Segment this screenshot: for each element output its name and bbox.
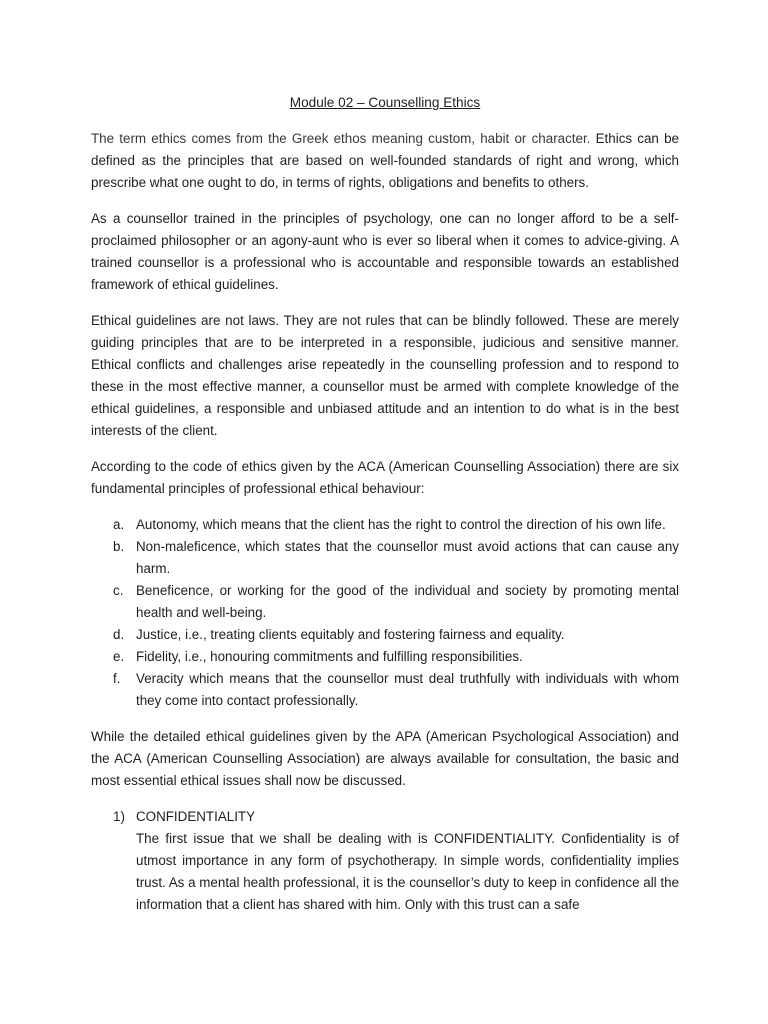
intro-lead-text: The term ethics comes from the Greek ethos meaning custom, habit or character.: [91, 131, 591, 146]
list-item-text: Autonomy, which means that the client has the right to control the direction of his own life.: [136, 517, 666, 532]
list-item: [91, 536, 679, 580]
list-marker: a.: [113, 517, 125, 532]
list-marker: d.: [113, 627, 125, 642]
aca-code-paragraph: According to the code of ethics given by the ACA (American Counselling Association) there are six fundamental principles of professional ethical behaviour:: [91, 459, 679, 496]
list-marker: e.: [113, 649, 125, 664]
principles-list: [91, 514, 679, 712]
list-item-text: Non-maleficence, which states that the counsellor must avoid actions that can cause any harm.: [136, 539, 679, 576]
document-page: [91, 92, 679, 916]
confidentiality-section: [91, 806, 679, 916]
discussion-paragraph: While the detailed ethical guidelines given by the APA (American Psychological Association) and the ACA (American Counselling Association) are always available for consultation, the basic and most essential ethical issues shall now be discussed.: [91, 729, 679, 788]
list-item: [91, 624, 679, 646]
list-item: [91, 646, 679, 668]
guidelines-paragraph: Ethical guidelines are not laws. They are not rules that can be blindly followed. These are merely guiding principles that are to be interpreted in a responsible, judicious and sensitive manner. Ethical conflicts and challenges arise repeatedly in the counselling profession and to respond to these in the most effective manner, a counsellor must be armed with complete knowledge of the ethical guidelines, a responsible and unbiased attitude and an intention to do what is in the best interests of the client.: [91, 313, 679, 438]
list-item-text: Beneficence, or working for the good of the individual and society by promoting mental health and well-being.: [136, 583, 679, 620]
section-body: The first issue that we shall be dealing with is CONFIDENTIALITY. Confidentiality is of utmost importance in any form of psychotherapy. In simple words, confidentiality implies trust. As a mental health professional, it is the counsellor’s duty to keep in confidence all the information that a client has shared with him. Only with this trust can a safe: [136, 831, 679, 912]
list-item-text: Fidelity, i.e., honouring commitments and fulfilling responsibilities.: [136, 649, 523, 664]
list-item-text: Justice, i.e., treating clients equitably and fostering fairness and equality.: [136, 627, 565, 642]
counsellor-paragraph: As a counsellor trained in the principles of psychology, one can no longer afford to be a self-proclaimed philosopher or an agony-aunt who is ever so liberal when it comes to advice-giving. A trained counsellor is a professional who is accountable and responsible towards an established framework of ethical guidelines.: [91, 211, 679, 292]
section-number: 1): [113, 809, 125, 824]
list-item: [91, 668, 679, 712]
list-marker: f.: [113, 671, 121, 686]
document-title: Module 02 – Counselling Ethics: [289, 95, 481, 110]
list-marker: c.: [113, 583, 124, 598]
list-item: [91, 514, 679, 536]
section-heading: CONFIDENTIALITY: [136, 809, 256, 824]
list-marker: b.: [113, 539, 125, 554]
intro-rest-text: Ethics can be defined as the principles that are based on well-founded standards of right and wrong, which prescribe what one ought to do, in terms of rights, obligations and benefits to others.: [91, 131, 679, 190]
list-item-text: Veracity which means that the counsellor must deal truthfully with individuals with whom they come into contact professionally.: [136, 671, 679, 708]
intro-paragraph: [91, 128, 679, 194]
list-item: [91, 580, 679, 624]
